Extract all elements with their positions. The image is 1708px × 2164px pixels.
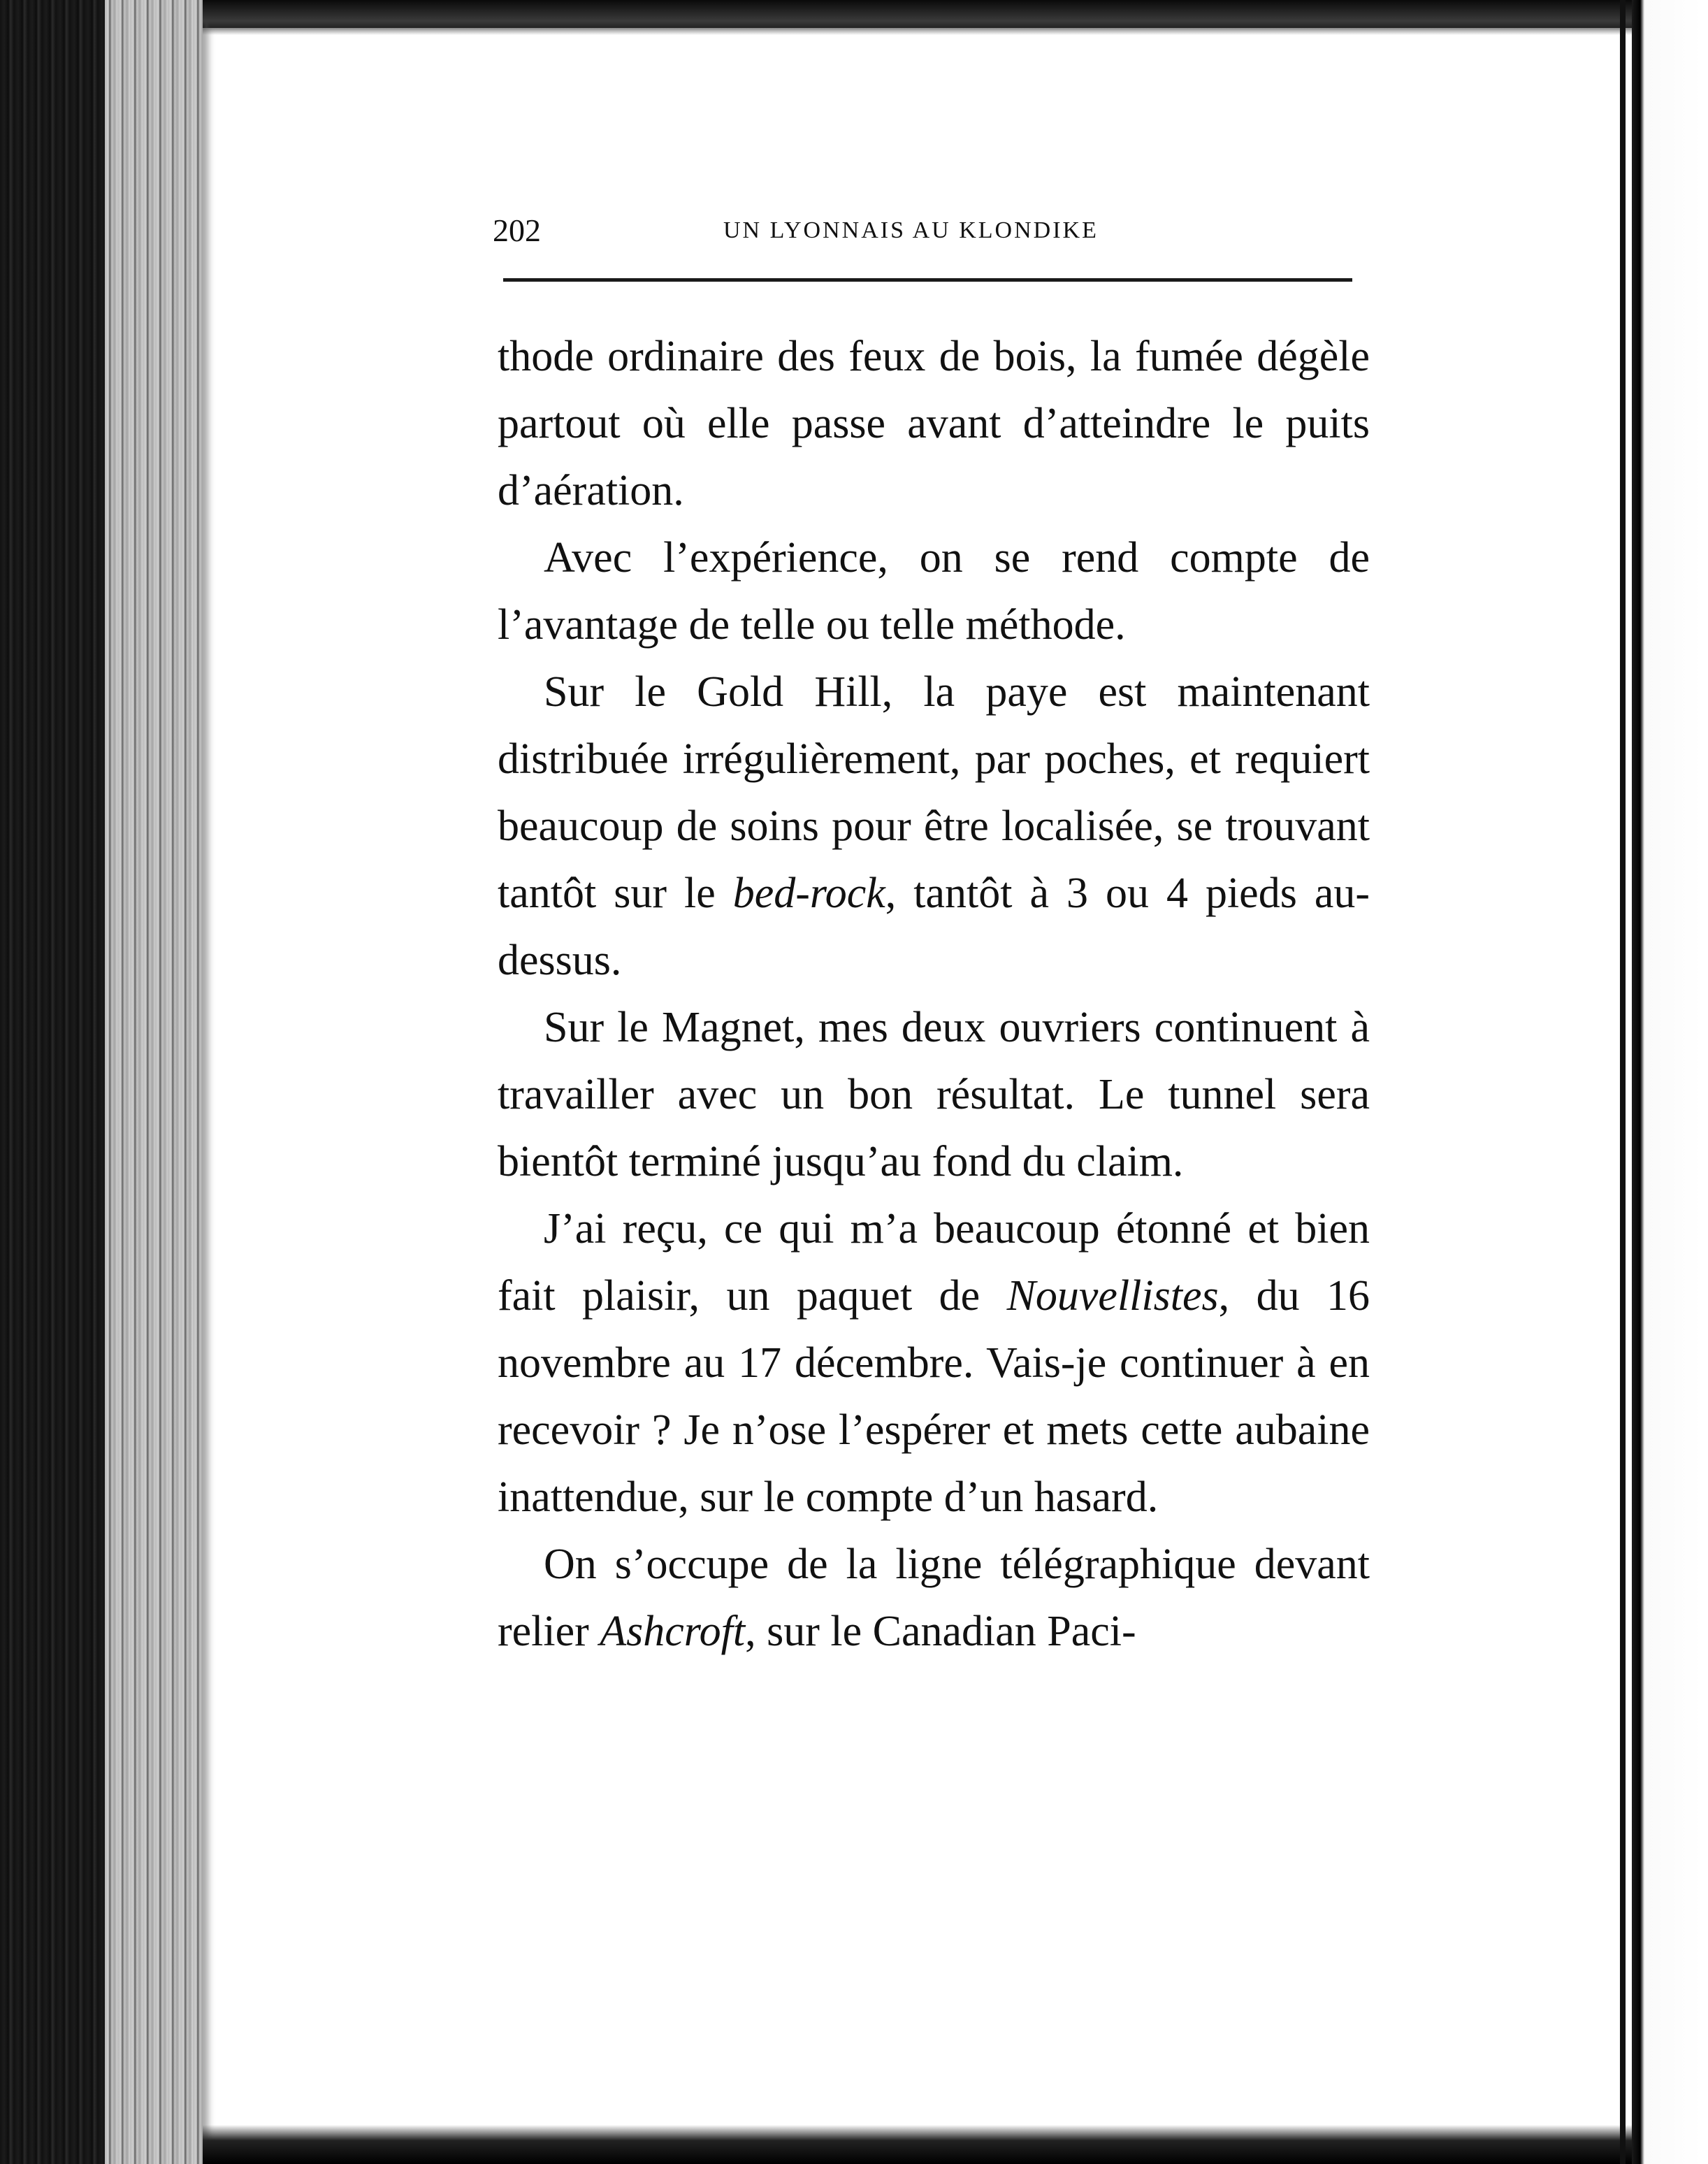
running-title: UN LYONNAIS AU KLONDIKE <box>723 217 1099 243</box>
paragraph-3-italic: bed-rock <box>732 870 885 917</box>
paragraph-2: Avec l’expérience, on se rend compte de l’avantage de telle ou telle méthode. <box>498 534 1370 649</box>
right-margin <box>1632 0 1708 2164</box>
paragraph-1: thode ordinaire des feux de bois, la fumée dégèle partout où elle passe avant d’atteindre le puits d’aération. <box>498 333 1370 514</box>
paragraph-3-text-before: Sur le Gold Hill, la paye est maintenant distribuée irrégulièrement, par poches, et requiert beaucoup de soins pour être localisée, se trouvant tantôt sur le <box>498 668 1370 917</box>
paragraph-6-italic: Ashcroft <box>600 1608 746 1655</box>
top-shadow <box>203 0 1632 35</box>
paragraph-6 <box>498 1531 1370 1665</box>
body-text <box>498 323 1370 1665</box>
page-edges <box>105 0 203 2164</box>
paragraph-6-text-before: On s’occupe de la ligne télégraphique devant relier <box>498 1541 1370 1655</box>
paragraph-5 <box>498 1195 1370 1531</box>
paragraph-5-text-after: , du 16 novembre au 17 décembre. Vais-je continuer à en recevoir ? Je n’ose l’espérer et mets cette aubaine inattendue, sur le compte d’un hasard. <box>498 1272 1370 1521</box>
bottom-shadow <box>203 2125 1632 2164</box>
right-edge-line <box>1620 0 1626 2164</box>
paragraph-3-text-after: , tantôt à 3 ou 4 pieds au-dessus. <box>498 870 1370 984</box>
paragraph-3 <box>498 658 1370 994</box>
page-header <box>493 210 1352 252</box>
paragraph-4: Sur le Magnet, mes deux ouvriers continuent à travailler avec un bon résultat. Le tunnel sera bientôt terminé jusqu’au fond du claim. <box>498 1004 1370 1185</box>
paragraph-5-italic: Nouvellistes <box>1006 1272 1219 1320</box>
paragraph-6-text-after: , sur le Canadian Paci- <box>745 1608 1136 1655</box>
paragraph-5-text-before: J’ai reçu, ce qui m’a beaucoup étonné et bien fait plaisir, un paquet de <box>498 1205 1370 1320</box>
page-number: 202 <box>493 212 541 248</box>
header-rule <box>503 278 1352 282</box>
